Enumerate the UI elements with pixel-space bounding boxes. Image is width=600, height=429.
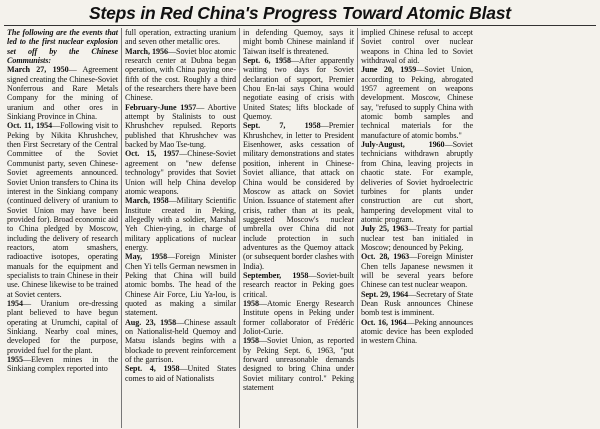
entry-text: —Eleven mines in the Sinkiang complex reported into <box>7 355 118 374</box>
headline-rule <box>4 25 596 26</box>
timeline-entry <box>361 140 473 224</box>
timeline-entry <box>361 65 473 140</box>
timeline-entry <box>243 121 354 271</box>
timeline-entry <box>7 355 118 374</box>
entry-text: —Peking announces atomic device has been exploded in western China. <box>361 317 474 346</box>
timeline-entry <box>243 56 354 121</box>
entry-date: June 20, 1959 <box>361 65 417 75</box>
entry-date: Sept. 4, 1958 <box>125 364 180 374</box>
entry-date: March 27, 1950 <box>7 65 69 75</box>
entry-text: —Foreign Minister Chen Yi tells German newsmen in Peking that China will build atomic bombs. The head of the Chinese Air Force, Liu Ya-lou, is quoted as making a similar statement. <box>125 252 237 318</box>
timeline-entry <box>125 28 236 47</box>
entry-date: 1958 <box>243 336 259 346</box>
entry-text: —Soviet Union, according to Peking, abrogated 1957 agreement on weapons development. Moscow, Chinese say, "refused to supply China with atomic bomb samples and technical materials for the manufacture of atomic bombs." <box>361 65 473 140</box>
timeline-entry <box>125 252 236 317</box>
timeline-entry <box>361 28 473 65</box>
entry-date: Aug. 23, 1958 <box>125 317 177 327</box>
article-column <box>358 28 476 428</box>
timeline-entry <box>243 299 354 336</box>
headline: Steps in Red China's Progress Toward Atomic Blast <box>89 3 511 23</box>
entry-text: —Soviet bloc atomic research center at Dubna began operation, with China paying one-fifth of the cost. Roughly a third of the researchers there have been Chinese. <box>125 46 236 103</box>
article-column <box>240 28 358 428</box>
timeline-entry <box>125 103 236 150</box>
entry-text: implied Chinese refusal to accept Soviet control over nuclear weapons in China led to Soviet withdrawal of aid. <box>361 28 473 66</box>
entry-text: — Uranium ore-dressing plant believed to have begun operating at Urumchi, capital of Sinkiang. Nearby coal mines, developed for the purpose, provided fuel for the plant. <box>7 298 118 355</box>
entry-date: Oct. 11, 1954 <box>7 121 53 131</box>
entry-date: Sept. 7, 1958 <box>243 121 321 131</box>
entry-text: —Following visit to Peking by Nikita Khrushchev, then First Secretary of the Central Committee of the Soviet Communist party, seven Chinese-Soviet agreements announced. Soviet Union transfers to China its interest in the Sinkiang company (continued delivery of uranium to Soviet Union may have been provided for). Broad economic aid to China pledged by Moscow, including the delivery of research reactors, atom smashers, radioactive isotopes, operating manuals for the equipment and specialists to train Chinese in their use. Chinese likewise to be trained at Soviet centers. <box>7 121 118 299</box>
entry-text: —Soviet Union, as reported by Peking Sept. 6, 1963, "put forward unreasonable demands designed to bring China under Soviet military control." Peking statement <box>243 336 354 393</box>
timeline-entry <box>243 336 354 392</box>
entry-text: — Abortive attempt by Stalinists to oust Khrushchev repulsed. Reports published that Khrushchev was backed by Mao Tse-tung. <box>125 102 236 150</box>
entry-text: —Secretary of State Dean Rusk announces Chinese bomb test is imminent. <box>361 289 473 318</box>
entry-date: May, 1958 <box>125 252 168 262</box>
entry-date: Sept. 6, 1958 <box>243 56 291 66</box>
timeline-entry <box>361 290 473 318</box>
entry-text: —Premier Khrushchev, in letter to President Eisenhower, asks cessation of military demonstrations and states position, inherent in Chinese-Soviet alliance, that attack on China would be considered by Moscow as attack on Soviet Union. Issuance of statement after crisis, rather than at its peak, suggested Moscow's nuclear umbrella over China did not include protection in such adventures as the Quemoy attack (or subsequent border clashes with India). <box>243 121 354 271</box>
entry-date: 1955 <box>7 355 23 365</box>
timeline-entry <box>243 28 354 56</box>
timeline-entry <box>125 318 236 365</box>
entry-text: —Military Scientific Institute created in Peking, allegedly with a soldier, Marshal Yeh Chien-ying, in charge of military applications of nuclear energy. <box>125 196 236 252</box>
entry-date: July-August, 1960 <box>361 140 445 150</box>
entry-text: —Treaty for partial nuclear test ban initialed in Moscow; denounced by Peking. <box>361 224 473 252</box>
intro-text: The following are the events that led to the first nuclear explosion set off by the Chinese Communists: <box>7 28 118 66</box>
entry-text: —Chinese assault on Nationalist-held Quemoy and Matsu islands begins with a blockade to prevent reinforcement of the garrison. <box>125 317 236 365</box>
entry-date: 1954 <box>7 298 23 308</box>
entry-date: Oct. 28, 1963 <box>361 252 410 262</box>
timeline-entry <box>243 271 354 299</box>
timeline-entry <box>7 299 118 355</box>
timeline-entry <box>361 318 473 346</box>
entry-date: September, 1958 <box>243 270 309 280</box>
entry-date: March, 1958 <box>125 196 169 206</box>
timeline-entry <box>125 47 236 103</box>
timeline-entry <box>361 252 473 289</box>
entry-date: March, 1956 <box>125 46 168 56</box>
entry-date: Oct. 15, 1957 <box>125 149 180 159</box>
entry-date: February-June 1957 <box>125 102 197 112</box>
entry-text: —Soviet-built research reactor in Peking goes critical. <box>243 270 354 299</box>
article-columns <box>4 28 596 428</box>
timeline-entry <box>7 65 118 121</box>
entry-date: Oct. 16, 1964 <box>361 317 407 327</box>
entry-date: Sept. 29, 1964 <box>361 289 409 299</box>
entry-text: — Agreement signed creating the Chinese-Soviet Nonferrous and Rare Metals Company for the mining of uranium and other ores in Sinkiang Province in China. <box>7 65 118 122</box>
article-column <box>4 28 122 428</box>
entry-date: 1958 <box>243 298 259 308</box>
entry-text: —Foreign Minister Chen tells Japanese newsmen it will be several years before Chinese can test nuclear weapon. <box>361 252 473 290</box>
entry-text: —United States comes to aid of Nationalists <box>125 364 236 383</box>
entry-date: July 25, 1963 <box>361 224 409 234</box>
article-column <box>122 28 240 428</box>
timeline-entry <box>125 364 236 383</box>
entry-text: —Atomic Energy Research Institute opens in Peking under former collaborator of Frédéric Joliot-Curie. <box>243 298 354 336</box>
timeline-entry <box>361 224 473 252</box>
timeline-entry <box>7 121 118 299</box>
entry-text: full operation, extracting uranium and seven other metallic ores. <box>125 28 236 47</box>
entry-text: —After apparently waiting two days for Soviet declaration of support, Premier Chou En-lai says China would negotiate easing of crisis with United States; lifts blockade of Quemoy. <box>243 56 354 122</box>
entry-text: —Chinese-Soviet agreement on "new defense technology" provides that Soviet Union will help China develop atomic weapons. <box>125 149 236 196</box>
entry-text: in defending Quemoy, says it might bomb Chinese mainland if Taiwan itself is threatened. <box>243 28 354 56</box>
timeline-entry <box>125 149 236 196</box>
intro-paragraph <box>7 28 118 65</box>
timeline-entry <box>125 196 236 252</box>
entry-text: —Soviet technicians withdrawn abruptly from China, leaving projects in chaotic state. For example, deliveries of Soviet hydroelectric turbines for plants under construction are cut short, hampering development vital to atomic program. <box>361 140 473 224</box>
